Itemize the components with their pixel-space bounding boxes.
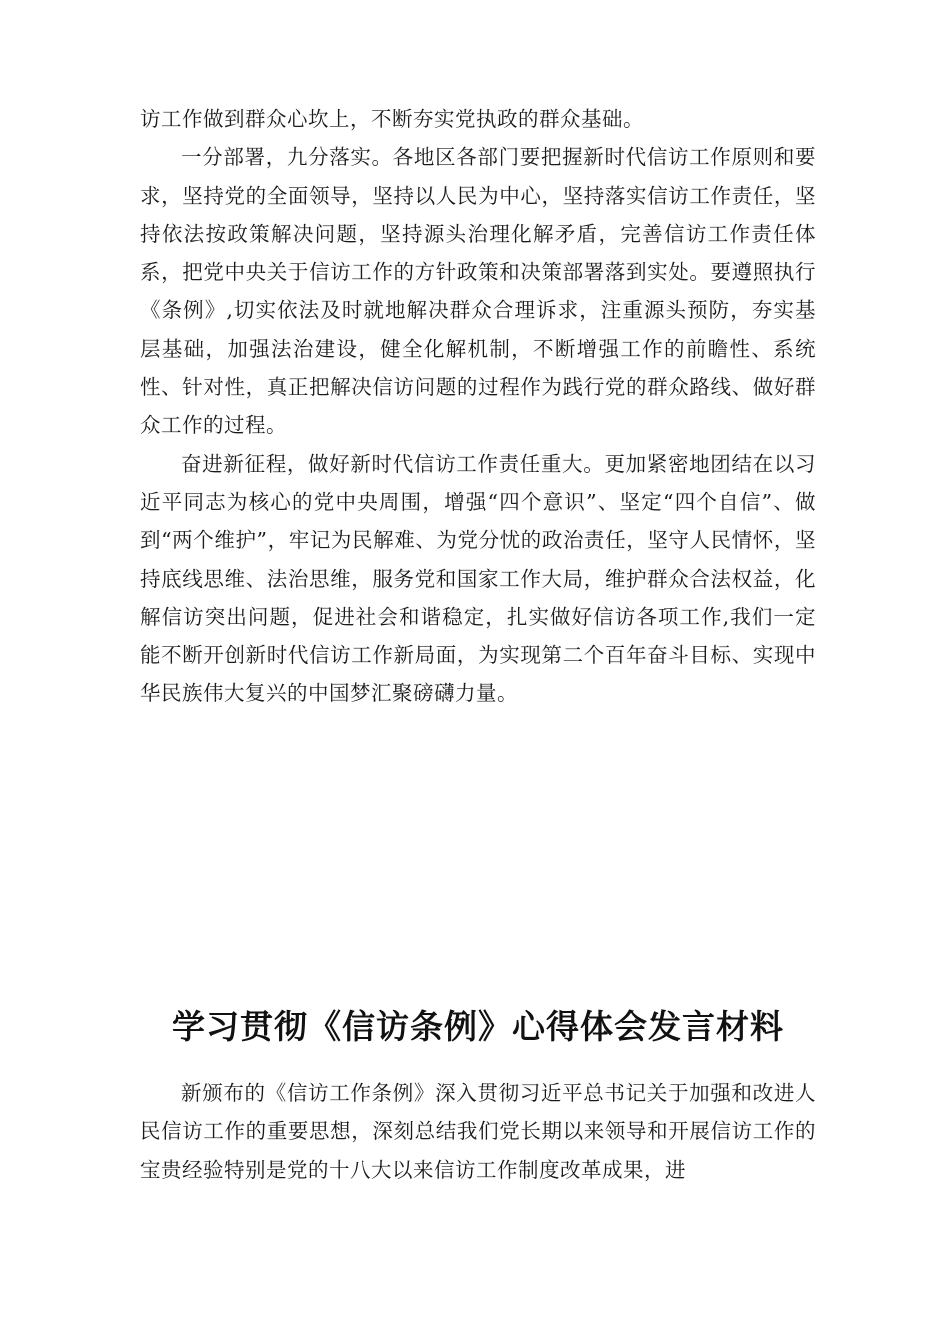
paragraph-new-journey: 奋进新征程，做好新时代信访工作责任重大。更加紧密地团结在以习近平同志为核心的党中央周围，增强“四个意识”、坚定“四个自信”、做到“两个维护”，牢记为民解难、为党分忧的政治责任，坚守人民情怀，坚持底线思维、法治思维，服务党和国家工作大局，维护群众合法权益，化解信访突出问题，促进社会和谐稳定，扎实做好信访各项工作,我们一定能不断开创新时代信访工作新局面，为实现第二个百年奋斗目标、实现中华民族伟大复兴的中国梦汇聚磅礴力量。 xyxy=(140,451,816,706)
paragraph-intro: 新颁布的《信访工作条例》深入贯彻习近平总书记关于加强和改进人民信访工作的重要思想，深刻总结我们党长期以来领导和开展信访工作的宝贵经验特别是党的十八大以来信访工作制度改革成果，进 xyxy=(140,1081,816,1182)
article-title: 学习贯彻《信访条例》心得体会发言材料 xyxy=(172,1007,784,1047)
paragraph-implementation: 一分部署，九分落实。各地区各部门要把握新时代信访工作原则和要求，坚持党的全面领导，坚持以人民为中心，坚持落实信访工作责任，坚持依法按政策解决问题，坚持源头治理化解矛盾，完善信访工作责任体系，把党中央关于信访工作的方针政策和决策部署落到实处。要遵照执行《条例》,切实依法及时就地解决群众合理诉求，注重源头预防，夯实基层基础，加强法治建设，健全化解机制，不断增强工作的前瞻性、系统性、针对性，真正把解决信访问题的过程作为践行党的群众路线、做好群众工作的过程。 xyxy=(140,145,816,438)
text-block-new-article xyxy=(140,1074,816,1189)
paragraph-continuation: 访工作做到群众心坎上，不断夯实党执政的群众基础。 xyxy=(140,107,644,131)
text-block-previous-article xyxy=(140,100,816,713)
